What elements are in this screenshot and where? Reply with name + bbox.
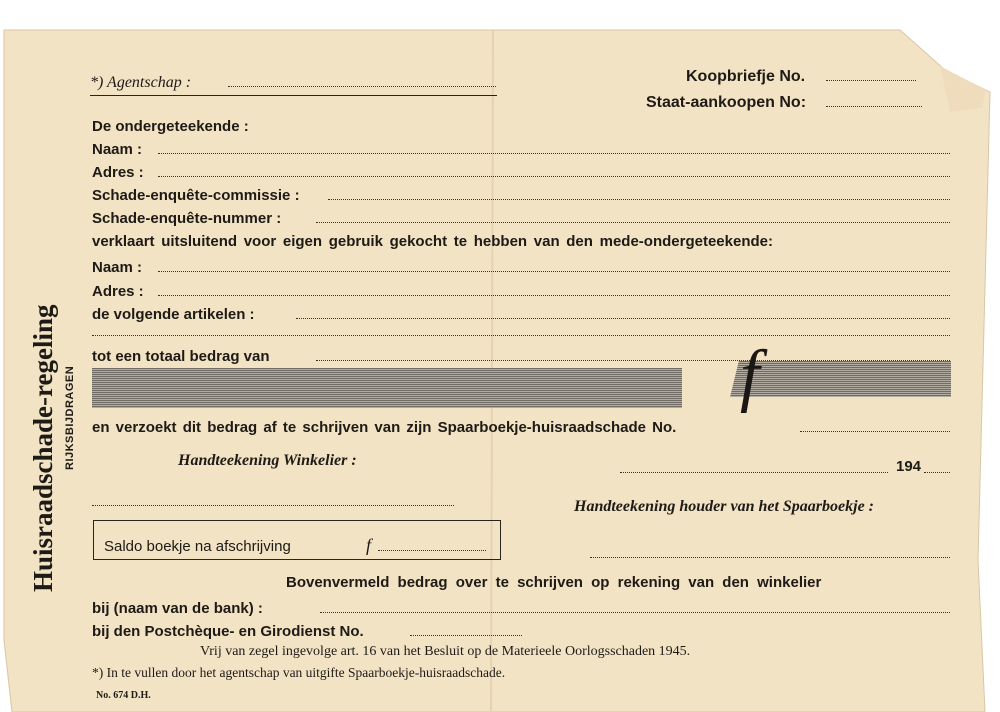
bank-field[interactable]	[320, 612, 950, 613]
totaal-field[interactable]	[316, 360, 950, 361]
saldo-label: Saldo boekje na afschrijving	[104, 538, 291, 555]
postcheque-field[interactable]	[410, 635, 522, 636]
verklaart-text: verklaart uitsluitend voor eigen gebruik gekocht te hebben van den mede-ondergeteekende:	[92, 233, 773, 250]
vrij-van-zegel-note: Vrij van zegel ingevolge art. 16 van het Besluit op de Materieele Oorlogsschaden 1945.	[200, 644, 691, 659]
koopbriefje-field[interactable]	[826, 80, 916, 81]
naam-label-1: Naam :	[92, 141, 143, 158]
header-rule	[90, 95, 497, 96]
commissie-label: Schade-enquête-commissie :	[92, 187, 300, 204]
adres-label-2: Adres :	[92, 283, 144, 300]
naam-label-2: Naam :	[92, 259, 143, 276]
staat-aankoopen-label: Staat-aankoopen No:	[646, 94, 807, 111]
saldo-florin: f	[366, 535, 372, 555]
koopbriefje-label: Koopbriefje No.	[686, 68, 806, 85]
invullen-note: *) In te vullen door het agentschap van uitgifte Spaarboekje-huisraadschade.	[92, 665, 506, 680]
florin-symbol: f	[740, 337, 760, 414]
winkelier-signature-field[interactable]	[92, 505, 454, 506]
commissie-field[interactable]	[328, 199, 950, 200]
artikelen-field-2[interactable]	[92, 335, 950, 336]
naam-field-1[interactable]	[158, 153, 950, 154]
datum-field[interactable]	[620, 472, 888, 473]
amount-number-bar[interactable]	[730, 361, 951, 397]
adres-field-1[interactable]	[158, 176, 950, 177]
enquete-nummer-field[interactable]	[316, 222, 950, 223]
form-number: No. 674 D.H.	[96, 690, 151, 701]
adres-field-2[interactable]	[158, 295, 950, 296]
spaarboekje-nr-field[interactable]	[800, 431, 950, 432]
totaal-label: tot een totaal bedrag van	[92, 348, 270, 365]
naam-field-2[interactable]	[158, 271, 950, 272]
verzoekt-text: en verzoekt dit bedrag af te schrijven van zijn Spaarboekje-huisraadschade No.	[92, 419, 677, 436]
artikelen-field-1[interactable]	[296, 318, 950, 319]
ondergeteekende-label: De ondergeteekende :	[92, 118, 249, 135]
jaar-label: 194	[896, 458, 922, 475]
amount-words-bar[interactable]	[92, 368, 682, 408]
handteekening-houder-label: Handteekening houder van het Spaarboekje :	[574, 498, 875, 515]
side-title: Huisraadschade-regeling	[28, 304, 58, 592]
bovenvermeld-text: Bovenvermeld bedrag over te schrijven op rekening van den winkelier	[286, 574, 822, 591]
saldo-field[interactable]	[378, 550, 486, 551]
saldo-box	[93, 520, 501, 560]
bank-label: bij (naam van de bank) :	[92, 600, 263, 617]
adres-label-1: Adres :	[92, 164, 144, 181]
handteekening-winkelier-label: Handteekening Winkelier :	[178, 452, 357, 469]
agentschap-label: *) Agentschap :	[90, 74, 192, 91]
enquete-nummer-label: Schade-enquête-nummer :	[92, 210, 282, 227]
houder-signature-field[interactable]	[590, 557, 950, 558]
jaar-field[interactable]	[924, 472, 950, 473]
artikelen-label: de volgende artikelen :	[92, 306, 255, 323]
agentschap-field[interactable]	[228, 86, 496, 87]
postcheque-label: bij den Postchèque- en Girodienst No.	[92, 623, 364, 640]
side-subtitle: RIJKSBIJDRAGEN	[64, 365, 76, 470]
staat-aankoopen-field[interactable]	[826, 106, 922, 107]
